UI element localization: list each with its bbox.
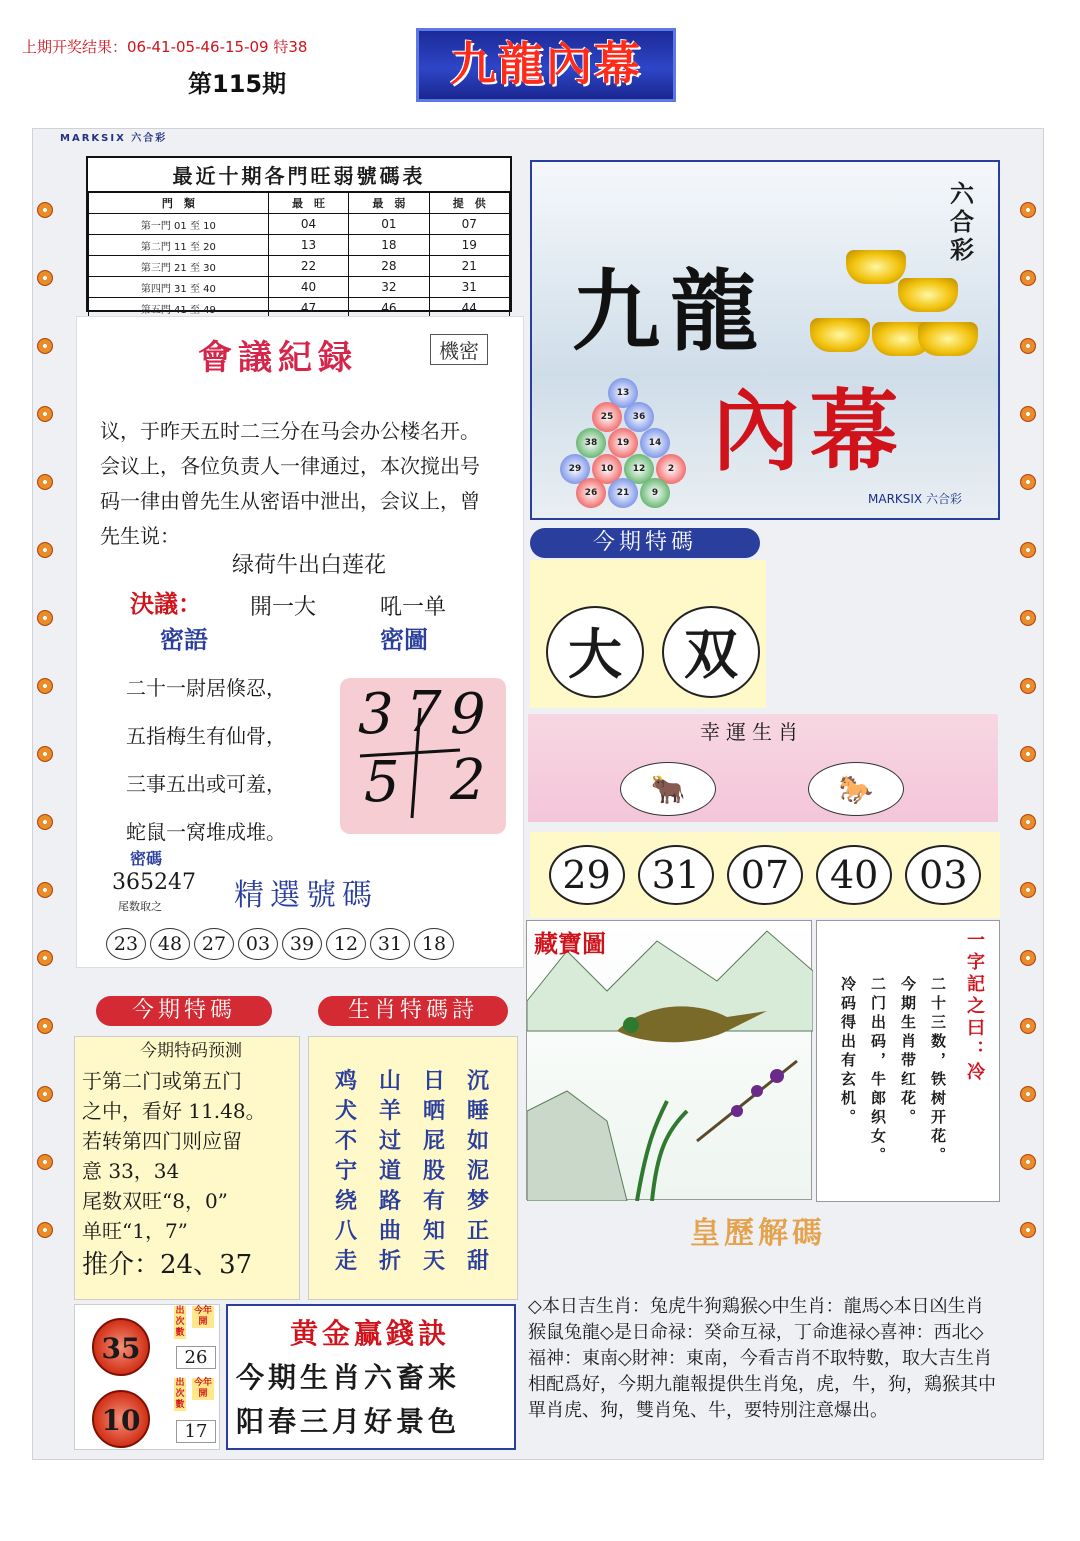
- poem-line: 五指梅生有仙骨，: [126, 724, 286, 748]
- flower-icon: [37, 882, 53, 898]
- flower-icon: [1020, 610, 1036, 626]
- flower-icon: [1020, 1154, 1036, 1170]
- lottery-ball: 26: [576, 478, 606, 508]
- prediction-line: 意 33，34: [82, 1159, 180, 1183]
- flower-icon: [1020, 678, 1036, 694]
- gold-title: 黄金赢錢訣: [290, 1317, 451, 1350]
- occurrence-label: 出次數: [175, 1306, 185, 1338]
- table-cell: 第二門 11 至 20: [89, 235, 269, 256]
- table-cell: 28: [349, 256, 429, 277]
- poem-char: 梦: [466, 1188, 489, 1214]
- prediction-line: 今期特码预测: [140, 1041, 242, 1061]
- poem-char: 过: [378, 1128, 401, 1154]
- lottery-ball: 38: [576, 428, 606, 458]
- poem-char: 沉: [466, 1068, 489, 1094]
- lottery-ball: 12: [624, 454, 654, 484]
- treasure-illustration: [527, 921, 813, 1201]
- number-ball: 12: [326, 928, 366, 960]
- poem-line: 蛇鼠一窝堆成堆。: [126, 820, 286, 844]
- number-ball: 39: [282, 928, 322, 960]
- table-cell: 32: [349, 277, 429, 298]
- secret-language-label: 密語: [160, 625, 208, 654]
- special-choice: 双: [662, 606, 760, 698]
- table-row: [89, 256, 510, 277]
- poem-char: 鸡: [334, 1068, 357, 1094]
- special-choice: 大: [546, 606, 644, 698]
- meeting-hint: 绿荷牛出白莲花: [232, 553, 387, 578]
- meeting-body: 议，于昨天五时二三分在马会办公楼名开。会议上，各位负责人一律通过，本次搅出号码一律由曾先生从密语中泄出，会议上，曾先生说：: [100, 419, 480, 548]
- poem-char: 如: [466, 1128, 489, 1154]
- border-band-top: [60, 128, 1018, 150]
- poem-char: 折: [378, 1248, 401, 1274]
- handwritten-digit: 7: [406, 680, 442, 745]
- horse-icon: 🐎: [808, 762, 904, 816]
- handwritten-digit: 9: [450, 682, 486, 747]
- flower-icon: [1020, 814, 1036, 830]
- prediction-line: 单旺“1，7”: [82, 1219, 188, 1243]
- prediction-title: 今期特碼: [96, 996, 272, 1026]
- secret-picture: [340, 678, 506, 834]
- lottery-ball: 21: [608, 478, 638, 508]
- lucky-title: 幸運生肖: [700, 720, 804, 744]
- poem-char: 日: [422, 1068, 445, 1094]
- decision-label: 決議：: [130, 589, 202, 618]
- secret-picture-label: 密圖: [380, 625, 428, 654]
- lottery-ball: 19: [608, 428, 638, 458]
- poem-char: 屁: [422, 1128, 445, 1154]
- gold-line: 今期生肖六畜来: [236, 1361, 461, 1394]
- poem-char: 睡: [466, 1098, 489, 1124]
- poem-char: 知: [422, 1218, 445, 1244]
- meeting-poem: [126, 664, 286, 856]
- riddle-column: 二十三数，铁树开花。: [929, 976, 947, 1166]
- prediction-line: 尾数双旺“8，0”: [82, 1189, 228, 1213]
- flower-icon: [37, 406, 53, 422]
- lottery-ball: 14: [640, 428, 670, 458]
- number-ball: 48: [150, 928, 190, 960]
- handwritten-digit: 3: [358, 682, 394, 747]
- occurrence-label: 出次數: [175, 1378, 185, 1410]
- prediction-line: 推介：24、37: [82, 1250, 253, 1280]
- flower-icon: [37, 678, 53, 694]
- select-title: 精選號碼: [234, 878, 378, 913]
- table-row: [89, 277, 510, 298]
- poem-char: 路: [378, 1188, 401, 1214]
- handwritten-digit: 2: [450, 748, 486, 813]
- treasure-picture: [526, 920, 812, 1200]
- code-value: 365247: [112, 870, 196, 895]
- poem-char: 不: [334, 1128, 357, 1154]
- flower-icon: [37, 1222, 53, 1238]
- hero-brand: MARKSIX 六合彩: [868, 492, 962, 506]
- previous-result: 上期开奖结果：06-41-05-46-15-09 特38: [22, 38, 308, 56]
- poem-char: 有: [422, 1188, 445, 1214]
- poem-char: 走: [334, 1248, 357, 1274]
- table-cell: 19: [429, 235, 509, 256]
- table-cell: 13: [268, 235, 348, 256]
- number-ball: 27: [194, 928, 234, 960]
- poem-char: 道: [378, 1158, 401, 1184]
- riddle-side-title: 一字記之曰：冷: [964, 930, 985, 1084]
- secret-tag: 機密: [430, 334, 488, 365]
- occurrence-ball: 10: [92, 1390, 150, 1448]
- occurrence-count: 26: [176, 1346, 216, 1369]
- poem-char: 羊: [378, 1098, 401, 1124]
- lottery-ball: 25: [592, 402, 622, 432]
- table-header: 門 類: [89, 193, 269, 214]
- table-cell: 21: [429, 256, 509, 277]
- border-brand: MARKSIX 六合彩: [60, 133, 168, 144]
- table-cell: 46: [349, 298, 429, 319]
- table-cell: 18: [349, 235, 429, 256]
- code-label: 密碼: [130, 849, 163, 868]
- flower-icon: [37, 746, 53, 762]
- occurrence-year: 今年開: [193, 1378, 212, 1399]
- hero-title-line2: 內幕: [712, 379, 909, 483]
- flower-icon: [1020, 746, 1036, 762]
- border-band-left: [34, 150, 56, 1440]
- special-title: 今期特碼: [530, 528, 760, 558]
- flower-icon: [1020, 474, 1036, 490]
- lottery-ball: 10: [592, 454, 622, 484]
- table-row: [89, 235, 510, 256]
- select-numbers: [106, 928, 506, 960]
- lottery-ball: 13: [608, 378, 638, 408]
- flower-icon: [1020, 950, 1036, 966]
- gold-ingot-icon: [898, 278, 958, 312]
- table-cell: 07: [429, 214, 509, 235]
- huangli-text: ◇本日吉生肖：兔虎牛狗鶏猴◇中生肖：龍馬◇本日凶生肖猴鼠兔龍◇是日命禄：癸命互禄，丁命進禄◇喜神：西北◇福神：東南◇財神：東南，今看吉肖不取特數，取大吉生肖相配爲好，今期九龍報提供生肖兔，虎，牛，狗，鶏猴其中單肖虎、狗，雙肖兔、牛，要特別注意爆出。: [528, 1296, 996, 1421]
- table-header: 最 弱: [349, 193, 429, 214]
- flower-icon: [37, 1154, 53, 1170]
- lottery-ball: 2: [656, 454, 686, 484]
- gold-ingot-icon: [846, 250, 906, 284]
- flower-icon: [37, 338, 53, 354]
- poem-char: 正: [466, 1218, 489, 1244]
- occurrence-ball: 35: [92, 1318, 150, 1376]
- number-ball: 23: [106, 928, 146, 960]
- riddle-column: 今期生肖带红花。: [899, 976, 917, 1128]
- poem-char: 绕: [334, 1188, 357, 1214]
- flower-icon: [37, 610, 53, 626]
- handwritten-lines: [340, 678, 506, 834]
- poem-char: 泥: [466, 1158, 489, 1184]
- hero-title-line1: 九龍: [572, 259, 769, 363]
- table-cell: 第一門 01 至 10: [89, 214, 269, 235]
- zodiac-poem-grid: [324, 1066, 500, 1276]
- hot-cold-table: [86, 156, 512, 316]
- code-note: 尾数取之: [118, 900, 162, 913]
- table-cell: 40: [268, 277, 348, 298]
- gold-ingot-icon: [918, 322, 978, 356]
- number-ball: 40: [816, 845, 892, 905]
- meeting-title: 會議紀録: [198, 338, 358, 378]
- number-ball: 31: [370, 928, 410, 960]
- table-cell: 31: [429, 277, 509, 298]
- hero-corner-text: 六合彩: [950, 179, 974, 264]
- table-title: 最近十期各門旺弱號碼表: [88, 158, 510, 192]
- poem-char: 晒: [422, 1098, 445, 1124]
- riddle-column: 冷码得出有玄机。: [839, 976, 857, 1128]
- border-band-right: [1016, 150, 1040, 1440]
- huangli-title: 皇歷解碼: [690, 1216, 826, 1251]
- occurrence-count: 17: [176, 1420, 216, 1443]
- prediction-line: 若转第四门则应留: [82, 1129, 242, 1153]
- flower-icon: [37, 950, 53, 966]
- hot-numbers: [530, 832, 1000, 918]
- poem-char: 犬: [334, 1098, 357, 1124]
- gold-line: 阳春三月好景色: [236, 1405, 461, 1438]
- poem-char: 曲: [378, 1218, 401, 1244]
- prediction-line: 之中，看好 11.48。: [82, 1099, 266, 1123]
- table-cell: 第三門 21 至 30: [89, 256, 269, 277]
- zodiac-poem-title: 生肖特碼詩: [318, 996, 508, 1026]
- table-cell: 01: [349, 214, 429, 235]
- gold-ingot-icon: [810, 318, 870, 352]
- flower-icon: [1020, 542, 1036, 558]
- flower-icon: [1020, 270, 1036, 286]
- brand-logo: 九龍內幕: [416, 28, 676, 102]
- number-ball: 29: [549, 845, 625, 905]
- flower-icon: [37, 202, 53, 218]
- flower-icon: [37, 814, 53, 830]
- flower-icon: [1020, 1222, 1036, 1238]
- issue-number: 第115期: [188, 70, 287, 98]
- prediction-line: 于第二门或第五门: [82, 1069, 242, 1093]
- number-ball: 31: [638, 845, 714, 905]
- poem-line: 二十一尉居倏忍，: [126, 676, 286, 700]
- table-cell: 04: [268, 214, 348, 235]
- table-header: 最 旺: [268, 193, 348, 214]
- poem-char: 八: [334, 1218, 357, 1244]
- flower-icon: [1020, 1018, 1036, 1034]
- number-ball: 03: [905, 845, 981, 905]
- decision-1: 開一大: [250, 595, 317, 620]
- flower-icon: [37, 1086, 53, 1102]
- lottery-ball: 9: [640, 478, 670, 508]
- poem-char: 股: [422, 1158, 445, 1184]
- table-cell: 44: [429, 298, 509, 319]
- table-row: [89, 214, 510, 235]
- table-header: 提 供: [429, 193, 509, 214]
- flower-icon: [37, 270, 53, 286]
- decision-2: 吼一单: [380, 595, 447, 620]
- number-ball: 07: [727, 845, 803, 905]
- flower-icon: [37, 542, 53, 558]
- flower-icon: [1020, 338, 1036, 354]
- flower-icon: [1020, 202, 1036, 218]
- poem-char: 天: [422, 1248, 445, 1274]
- number-ball: 03: [238, 928, 278, 960]
- table-cell: 22: [268, 256, 348, 277]
- number-ball: 18: [414, 928, 454, 960]
- table-cell: 第四門 31 至 40: [89, 277, 269, 298]
- table-cell: 47: [268, 298, 348, 319]
- lottery-ball: 29: [560, 454, 590, 484]
- lottery-balls: [548, 378, 698, 508]
- prediction-text: [82, 1036, 300, 1284]
- riddle-column: 二门出码，牛郎织女。: [869, 976, 887, 1166]
- treasure-title: 藏寶圖: [534, 929, 606, 958]
- flower-icon: [37, 1018, 53, 1034]
- handwritten-digit: 5: [364, 750, 400, 815]
- poem-char: 宁: [334, 1158, 357, 1184]
- lottery-ball: 36: [624, 402, 654, 432]
- poem-char: 甜: [466, 1248, 489, 1274]
- flower-icon: [1020, 882, 1036, 898]
- occurrence-year: 今年開: [193, 1306, 212, 1327]
- table-cell: 第五門 41 至 49: [89, 298, 269, 319]
- ox-icon: 🐂: [620, 762, 716, 816]
- poem-char: 山: [378, 1068, 401, 1094]
- poem-line: 三事五出或可羞，: [126, 772, 286, 796]
- flower-icon: [1020, 406, 1036, 422]
- flower-icon: [1020, 1086, 1036, 1102]
- flower-icon: [37, 474, 53, 490]
